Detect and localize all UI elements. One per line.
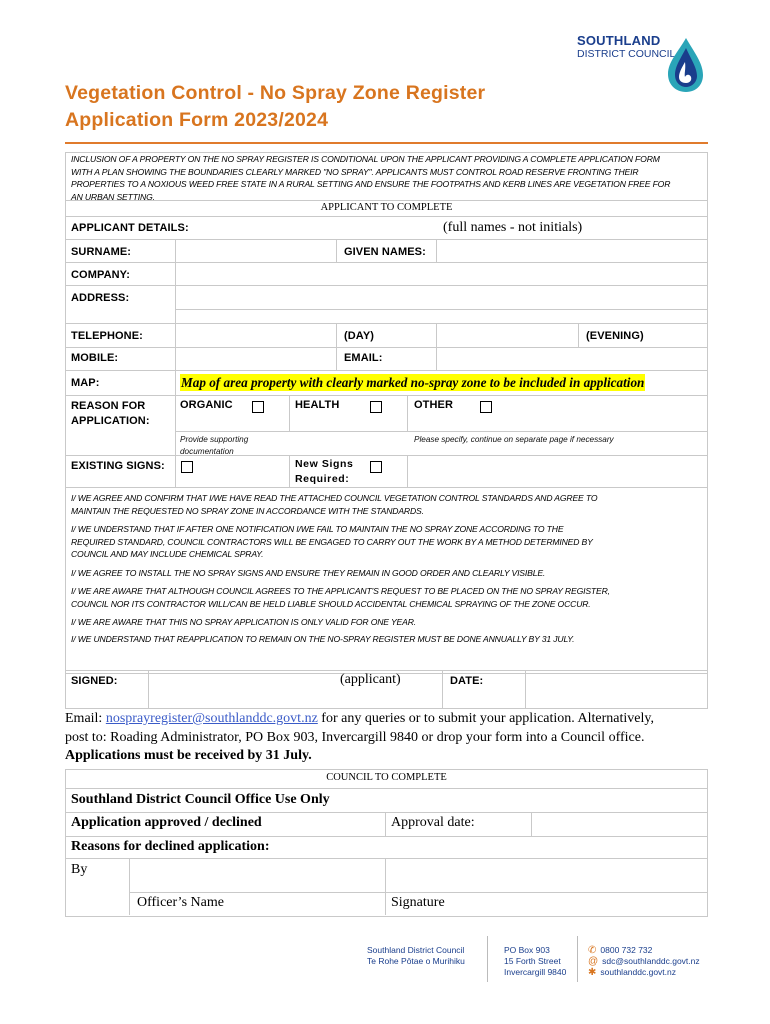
email-label: EMAIL: — [344, 352, 383, 364]
row-divider — [129, 892, 708, 893]
col-divider — [578, 323, 579, 347]
row-divider — [65, 395, 708, 396]
other-label: OTHER — [414, 399, 453, 411]
row-divider — [65, 216, 708, 217]
new-signs-checkbox[interactable] — [370, 461, 382, 473]
health-checkbox[interactable] — [370, 401, 382, 413]
email-prefix: Email: — [65, 711, 106, 726]
declaration-line: REQUIRED STANDARD, COUNCIL CONTRACTORS WILL BE ENGAGED TO CARRY OUT THE WORK BY A METHOD DETERMINED BY — [71, 536, 593, 547]
approved-label: Application approved / declined — [71, 815, 262, 830]
footer-contact — [588, 945, 700, 978]
other-checkbox[interactable] — [480, 401, 492, 413]
please-specify-note: Please specify, continue on separate page if necessary — [414, 435, 614, 444]
declaration-item — [71, 585, 706, 610]
declaration-item — [71, 523, 706, 561]
address-field[interactable] — [175, 286, 706, 323]
footer-address-line-3: Invercargill 9840 — [504, 967, 567, 977]
supporting-note-line-2: documentation — [180, 446, 234, 456]
row-divider — [65, 487, 708, 488]
date-label: DATE: — [450, 675, 484, 687]
col-divider — [407, 395, 408, 431]
submit-instructions — [65, 710, 725, 766]
officer-signature-field[interactable] — [386, 859, 706, 891]
mobile-field[interactable] — [175, 348, 335, 369]
evening-label: (EVENING) — [586, 330, 644, 342]
given-names-field[interactable] — [437, 240, 706, 261]
footer-address — [504, 945, 566, 978]
submit-deadline: Applications must be received by 31 July. — [65, 748, 312, 763]
signed-label: SIGNED: — [71, 675, 118, 687]
at-icon: @ — [588, 956, 599, 967]
declaration-line: I/ WE UNDERSTAND THAT REAPPLICATION TO REMAIN ON THE NO-SPRAY REGISTER MUST BE DONE ANNUALLY BY 31 JULY. — [71, 633, 575, 644]
email-field[interactable] — [437, 348, 706, 369]
surname-field[interactable] — [175, 240, 335, 261]
intro-line: WITH A PLAN SHOWING THE BOUNDARIES CLEARLY MARKED "NO SPRAY". APPLICANTS MUST CONTROL ROAD RESERVE FRONTING THEIR — [71, 166, 639, 177]
page-title — [65, 80, 485, 134]
col-divider — [289, 455, 290, 487]
email-suffix: for any queries or to submit your application. Alternatively, — [317, 711, 654, 726]
phone-icon: ✆ — [588, 945, 597, 956]
footer-email-text[interactable]: sdc@southlanddc.govt.nz — [602, 956, 700, 966]
map-label: MAP: — [71, 377, 100, 389]
row-divider — [65, 455, 708, 456]
approval-date-label: Approval date: — [391, 815, 475, 830]
declarations — [71, 492, 706, 645]
supporting-note-line-1: Provide supporting — [180, 435, 249, 444]
footer-org — [367, 945, 465, 967]
intro-text — [71, 153, 705, 203]
telephone-label: TELEPHONE: — [71, 330, 143, 342]
footer-phone — [588, 945, 700, 956]
row-divider — [65, 788, 708, 789]
full-names-note: (full names - not initials) — [443, 220, 583, 235]
applicant-section-header: APPLICANT TO COMPLETE — [320, 202, 453, 213]
footer-org-line-2: Te Rohe Pōtae o Murihiku — [367, 956, 465, 966]
existing-signs-label: EXISTING SIGNS: — [71, 460, 165, 472]
footer-email — [588, 956, 700, 967]
map-note-highlight: Map of area property with clearly marked no-spray zone to be included in application — [181, 375, 645, 390]
col-divider — [385, 812, 386, 836]
footer-address-line-2: 15 Forth Street — [504, 956, 561, 966]
col-divider — [436, 239, 437, 262]
supporting-docs-note — [180, 434, 248, 457]
intro-line: AN URBAN SETTING. — [71, 191, 155, 202]
address-label: ADDRESS: — [71, 292, 130, 304]
row-divider — [65, 323, 708, 324]
title-divider — [65, 142, 708, 144]
given-names-label: GIVEN NAMES: — [344, 246, 426, 258]
by-label: By — [71, 862, 88, 877]
footer-divider — [577, 936, 578, 982]
logo-line-2: DISTRICT COUNCIL — [577, 48, 676, 60]
officer-name-label: Officer’s Name — [137, 895, 224, 910]
declaration-line: I/ WE AGREE AND CONFIRM THAT I/WE HAVE READ THE ATTACHED COUNCIL VEGETATION CONTROL STANDARDS AND AGREE TO — [71, 493, 598, 503]
footer-divider — [487, 936, 488, 982]
title-line-2: Application Form 2023/2024 — [65, 109, 329, 131]
new-signs-line-2: Required: — [295, 473, 350, 485]
officer-name-field[interactable] — [130, 859, 384, 891]
reason-label — [71, 399, 150, 429]
health-label: HEALTH — [295, 399, 340, 411]
col-divider — [175, 239, 176, 331]
approval-date-field[interactable] — [532, 813, 706, 835]
submit-line-1 — [65, 710, 725, 729]
declaration-line: I/ WE ARE AWARE THAT ALTHOUGH COUNCIL AGREES TO THE APPLICANT'S REQUEST TO BE PLACED ON THE NO SPRAY REGISTER, — [71, 586, 610, 596]
water-drop-icon — [664, 36, 706, 94]
col-divider — [175, 323, 176, 347]
title-line-1: Vegetation Control - No Spray Zone Register — [65, 82, 486, 104]
declaration-line: COUNCIL NOR ITS CONTRACTOR WILL/CAN BE HELD LIABLE SHOULD ACCIDENTAL CHEMICAL SPRAYING OF THE ZONE OCCUR. — [71, 598, 591, 609]
footer-phone-text: 0800 732 732 — [600, 945, 653, 955]
surname-label: SURNAME: — [71, 246, 132, 258]
organic-label: ORGANIC — [180, 399, 233, 411]
submit-line-2: post to: Roading Administrator, PO Box 903, Invercargill 9840 or drop your form into a Council office. — [65, 729, 645, 745]
col-divider — [175, 347, 176, 487]
col-divider — [289, 395, 290, 431]
intro-line: PROPERTIES TO A NOXIOUS WEED FREE STATE IN A RURAL SETTING AND ENSURE THE FOOTPATHS AND KERB LINES ARE VEGETATION FREE FOR — [71, 179, 671, 189]
col-divider — [336, 239, 337, 262]
footer-address-line-1: PO Box 903 — [504, 945, 550, 955]
row-divider — [65, 836, 708, 837]
organic-checkbox[interactable] — [252, 401, 264, 413]
new-signs-label — [295, 457, 354, 487]
logo-text — [577, 34, 675, 60]
officer-signature-label: Signature — [391, 895, 445, 910]
col-divider — [336, 323, 337, 370]
existing-signs-checkbox[interactable] — [181, 461, 193, 473]
applicant-details-label: APPLICANT DETAILS: — [71, 222, 189, 234]
applicant-note: (applicant) — [340, 672, 401, 687]
reason-label-line-2: APPLICATION: — [71, 415, 150, 427]
date-field[interactable] — [526, 671, 706, 707]
col-divider — [407, 455, 408, 487]
row-divider — [175, 309, 708, 310]
declaration-item — [71, 567, 706, 580]
declaration-item — [71, 492, 706, 517]
telephone-field[interactable] — [175, 324, 335, 346]
day-label: (DAY) — [344, 330, 375, 342]
company-label: COMPANY: — [71, 269, 131, 281]
declaration-item — [71, 616, 706, 629]
col-divider — [436, 323, 437, 370]
submit-email-link[interactable]: nosprayregister@southlanddc.govt.nz — [105, 711, 318, 726]
web-icon: ✱ — [588, 967, 597, 978]
declaration-item — [71, 633, 706, 646]
intro-line: INCLUSION OF A PROPERTY ON THE NO SPRAY REGISTER IS CONDITIONAL UPON THE APPLICANT PROVIDING A COMPLETE APPLICATION FORM — [71, 154, 660, 164]
declaration-line: I/ WE ARE AWARE THAT THIS NO SPRAY APPLICATION IS ONLY VALID FOR ONE YEAR. — [71, 617, 416, 627]
company-field[interactable] — [175, 263, 706, 284]
office-use-label: Southland District Council Office Use Only — [71, 792, 330, 807]
reasons-declined-label: Reasons for declined application: — [71, 839, 270, 854]
declaration-line: I/ WE UNDERSTAND THAT IF AFTER ONE NOTIFICATION I/WE FAIL TO MAINTAIN THE NO SPRAY ZONE ACCORDING TO THE — [71, 524, 564, 534]
new-signs-line-1: New Signs — [295, 458, 354, 470]
footer-web — [588, 967, 700, 978]
row-divider — [65, 370, 708, 371]
declaration-line: COUNCIL AND MAY INCLUDE CHEMICAL SPRAY. — [71, 549, 264, 559]
row-divider — [175, 431, 708, 432]
telephone-day-field[interactable] — [437, 324, 577, 346]
logo-line-1: SOUTHLAND — [577, 33, 661, 48]
declaration-line: MAINTAIN THE REQUESTED NO SPRAY ZONE IN ACCORDANCE WITH THE STANDARDS. — [71, 505, 424, 516]
col-divider — [442, 670, 443, 708]
reason-label-line-1: REASON FOR — [71, 400, 146, 412]
declaration-line: I/ WE AGREE TO INSTALL THE NO SPRAY SIGNS AND ENSURE THEY REMAIN IN GOOD ORDER AND CLEARLY VISIBLE. — [71, 567, 546, 578]
mobile-label: MOBILE: — [71, 352, 119, 364]
footer-web-text[interactable]: southlanddc.govt.nz — [600, 967, 676, 977]
footer-org-line-1: Southland District Council — [367, 945, 465, 955]
council-section-header: COUNCIL TO COMPLETE — [326, 772, 447, 783]
